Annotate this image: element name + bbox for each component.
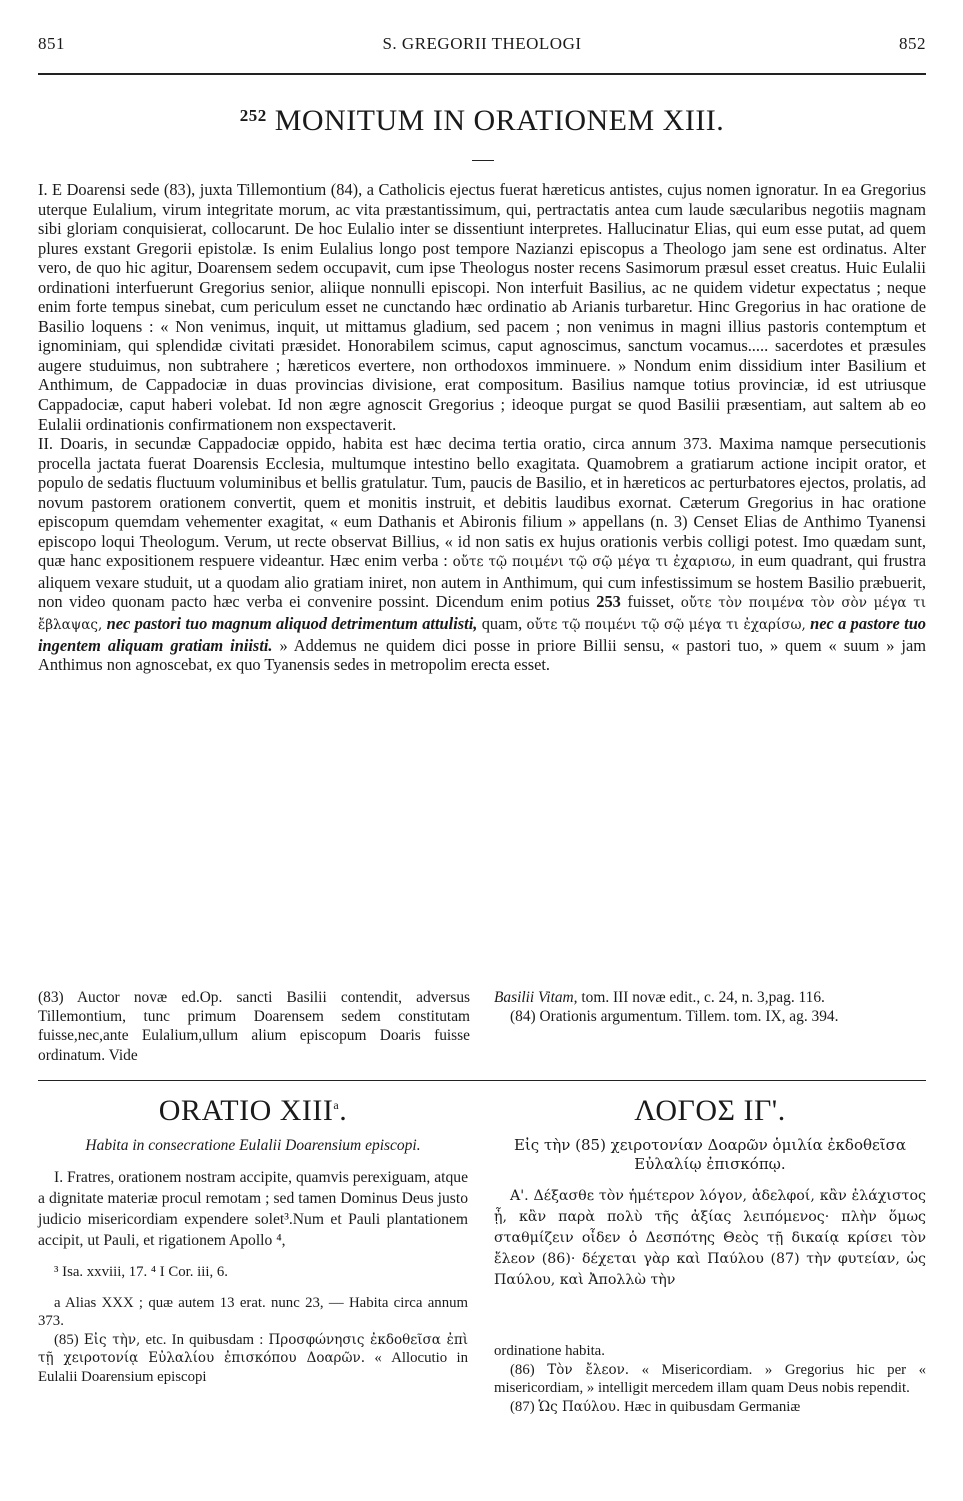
latin-italic-1: nec pastori tuo magnum aliquod detrimentum attulisti,	[106, 614, 478, 634]
oratio-greek-title: ΛΟΓΟΣ ΙΓ'.	[634, 1094, 786, 1127]
monitum-title-text: MONITUM IN ORATIONEM XIII.	[274, 104, 725, 137]
note-85-text-b: etc. In quibusdam :	[145, 1331, 264, 1348]
oratio-latin-title-text: ORATIO XIII	[158, 1094, 334, 1127]
paragraph-2-text-c: fuisset,	[627, 592, 675, 612]
note-86-text: « Misericordiam. » Gregorius hic per « misericordiam, » intelligit mercedem illam quam Deus nobis rependit.	[494, 1361, 926, 1397]
note-85-label: (85)	[54, 1331, 79, 1348]
footnote-84-text: (84) Orationis argumentum. Tillem. tom. IX, ag. 394.	[510, 1008, 839, 1026]
oratio-latin-text: I. Fratres, orationem nostram accipite, quamvis perexiguam, atque a dignitate materiæ procul remotam ; sed tamen Dominus Deus justo judicio misericordiam expendere solet³.Num et Pauli plantationem accipit, ut Pauli, et rigationem Apollo ⁴,	[38, 1169, 468, 1249]
note-a: a Alias XXX ; quæ autem 13 erat. nunc 23, — Habita circa annum 373.	[38, 1294, 468, 1329]
note-87-text: Hæc in quibusdam Germaniæ	[623, 1398, 801, 1415]
note-87-label: (87)	[510, 1398, 535, 1415]
greek-quote-2: οὔτε τὸν ποιμένα τὸν σὸν μέγα τι ἔβλαψας,	[38, 595, 926, 634]
note-85-text-c: « Allocutio in Eulalii Doarensium episcopi	[38, 1350, 469, 1385]
footnote-right	[494, 988, 926, 1026]
paragraph-2-text-d: quam,	[481, 614, 523, 634]
column-marker: 252	[239, 106, 267, 125]
title-dash	[472, 160, 494, 161]
footnote-83-text: (83) Auctor novæ ed.Op. sancti Basilii contendit, adversus Tillemontium, tunc primum Doarensem sedem constitutam fuisse,nec,ante Eulalium,ullum alium episcopum Doaris fuisse ordinatum. Vide	[38, 989, 470, 1064]
monitum-body	[38, 180, 926, 675]
greek-quote-3: οὔτε τῷ ποιμένι τῷ σῷ μέγα τι ἐχαρίσω,	[526, 617, 806, 634]
note-85	[38, 1331, 468, 1387]
scripture-refs: ³ Isa. xxviii, 17. ⁴ I Cor. iii, 6.	[54, 1264, 229, 1280]
greek-column-notes	[494, 1342, 926, 1416]
oratio-latin-title-sup: a	[333, 1098, 340, 1112]
paragraph-2-text-b: in eum quadrant, qui frustra aliquem vexare studuit, ut a quodam alio gratiam iniret, non autem in Anthimum, qui cum infestissimum se hostem Basilio præbuerit, non video quonam pacto hæc verba ei convenire possint. Dicendum enim potius	[38, 551, 926, 612]
monitum-paragraph-1: I. E Doarensi sede (83), juxta Tillemontium (84), a Catholicis ejectus fuerat hæreticus antistes, cujus nomen ignoratur. In ea Gregorius uterque Eulalium, virum integritate morum, ac vita præstantissimum, qui, pertractatis antea cum laude sæcularibus negotiis magnam sibi gloriam conquisierat, collocarunt. De hoc Eulalio inter se dissentiunt interpretes. Hallucinatur Elias, qui eum esse putat, ad quem plures exstant Gregorii epistolæ. Is enim Eulalius longo post tempore Nazianzi episcopus a Theologo jam sene est ordinatus. Alter vero, de quo hic agitur, Doarensem sedem occupavit, cum ipse Theologus noster recens Sasimorum præsul esset creatus. Huic Eulalii ordinationi interfuerunt Gregorius senior, aliique nonnulli episcopi. Non interfuit Basilius, ac ne quidem videtur expectatus ; neque enim forte tempus sinebat, cum periculum esset ne cunctando hæc ordinatio ab Arianis turbaretur. Hinc Gregorius in hac oratione de Basilio loquens : « Non venimus, inquit, ut mittamus gladium, sed pacem ; non venimus in magni illius pastoris contemptum et ignominiam, qui splendidæ civitati præsidet. Honorabilem scimus, caput agnoscimus, sanctum vocamus..... sacerdotes et præsules augere studuimus, non subtrahere ; hæreticos evertere, non orthodoxos imminuere. » Nondum enim dissidium inter Basilium et Anthimum, de Cappadociæ in duas provincias divisione, erat compositum. Basilius namque totius provinciæ, id est utriusque Cappadociæ, caput haberi volebat. Id non ægre agnoscit Gregorius ; ideoque purgat se quod Basilii præsentiam, aut saltem ab eo Eulalii ordinationis confirmationem non exspectaverit.	[38, 180, 926, 434]
note-87-greek: Ὡς Παύλου.	[538, 1398, 621, 1415]
right-page-number: 852	[899, 34, 926, 53]
latin-column	[38, 1094, 468, 1386]
footnote-ref-italic: Basilii Vitam,	[494, 989, 578, 1006]
note-85-greek-1: Εἰς τὴν,	[83, 1331, 141, 1348]
note-86	[494, 1361, 926, 1398]
note-87	[494, 1398, 926, 1417]
oratio-greek-text: Α'. Δέξασθε τὸν ἡμέτερον λόγον, ἀδελφοί, κἂν ἐλάχιστος ᾖ, κἂν παρὰ πολὺ τῆς ἀξίας λειπόμενος· πλὴν ὅμως σταθμίζειν οἶδεν ὁ Δεσπότης Θεὸς τῇ δικαίᾳ κρίσει τὸν ἔλεον (86)· δέχεται γὰρ καὶ Παύλου (87) τὴν φυτείαν, ὡς Παύλου, καὶ Ἀπολλὼ τὴν	[494, 1188, 926, 1288]
footnote-83-cont	[494, 988, 926, 1007]
oratio-latin-title	[38, 1094, 468, 1128]
running-header	[38, 34, 926, 58]
note-86-greek: Τὸν ἔλεον.	[547, 1361, 630, 1378]
note-86-label: (86)	[510, 1361, 535, 1378]
paragraph-2-text-a: II. Doaris, in secundæ Cappadociæ oppido, habita est hæc decima tertia oratio, circa annum 373. Maxima namque persecutionis procella jactata fuerat Doarensis Ecclesia, multumque intestino bello exagitata. Quamobrem a gratiarum actione incipit orator, et populo de sedatis fluctuum voluminibus et bellis gratulatur. Tum, paucis de Basilio, et in hæreticos ac perturbatores ejectos, prolatis, ad novum pastorem orationem convertit, quem et monitis instruit, et debitis laudibus exornat. Cæterum Gregorius in hac oratione episcopum quemdam vehementer exagitat, « eum Dathanis et Abironis filium » appellans (n. 3) Censet Elias de Anthimo Tyanensi episcopo loqui Theologum. Verum, ut recte observat Billius, « id non satis ex hujus orationis verbis colligi potest. Imo quædam sunt, quæ hanc expositionem respuere videantur. Hæc enim verba :	[38, 434, 926, 571]
oratio-greek-subtitle: Εἰς τὴν (85) χειροτονίαν Δοαρῶν ὁμιλία ἐκδοθεῖσα Εὐλαλίῳ ἐπισκόπῳ.	[513, 1136, 907, 1173]
latin-italic-2: nec a pastore tuo ingentem aliquam gratiam iniisti.	[38, 614, 926, 655]
monitum-paragraph-2	[38, 434, 926, 675]
header-rule	[38, 73, 926, 75]
footnote-ref-rest: tom. III novæ edit., c. 24, n. 3,pag. 116.	[581, 989, 825, 1006]
footnote-83	[38, 988, 470, 1065]
oratio-latin-title-dot: .	[339, 1094, 348, 1127]
monitum-title	[38, 104, 926, 138]
section-rule	[38, 1080, 926, 1081]
greek-column	[494, 1094, 926, 1291]
greek-quote-1: οὔτε τῷ ποιμένι τῷ σῷ μέγα τι ἐχαρισω,	[452, 554, 736, 571]
paragraph-2-text-e: » Addemus ne quidem dici posse in priore Billii sensu, « pastori tuo, » quem « suum » jam Anthimus non agnoscebat, ex quo Tyanensis sedes in metropolim erecta esset.	[38, 635, 926, 675]
column-marker-2: 253	[596, 592, 621, 612]
left-page-number: 851	[38, 34, 65, 53]
running-title: S. GREGORII THEOLOGI	[382, 34, 582, 53]
oratio-latin-subtitle: Habita in consecratione Eulalii Doarensium episcopi.	[85, 1137, 421, 1154]
note-85-continuation: ordinatione habita.	[494, 1343, 605, 1359]
note-85-greek-2: Προσφώνησις ἐκδοθεῖσα ἐπὶ τῇ χειροτονίᾳ Εὐλαλίου ἐπισκόπου Δοαρῶν.	[38, 1331, 469, 1366]
